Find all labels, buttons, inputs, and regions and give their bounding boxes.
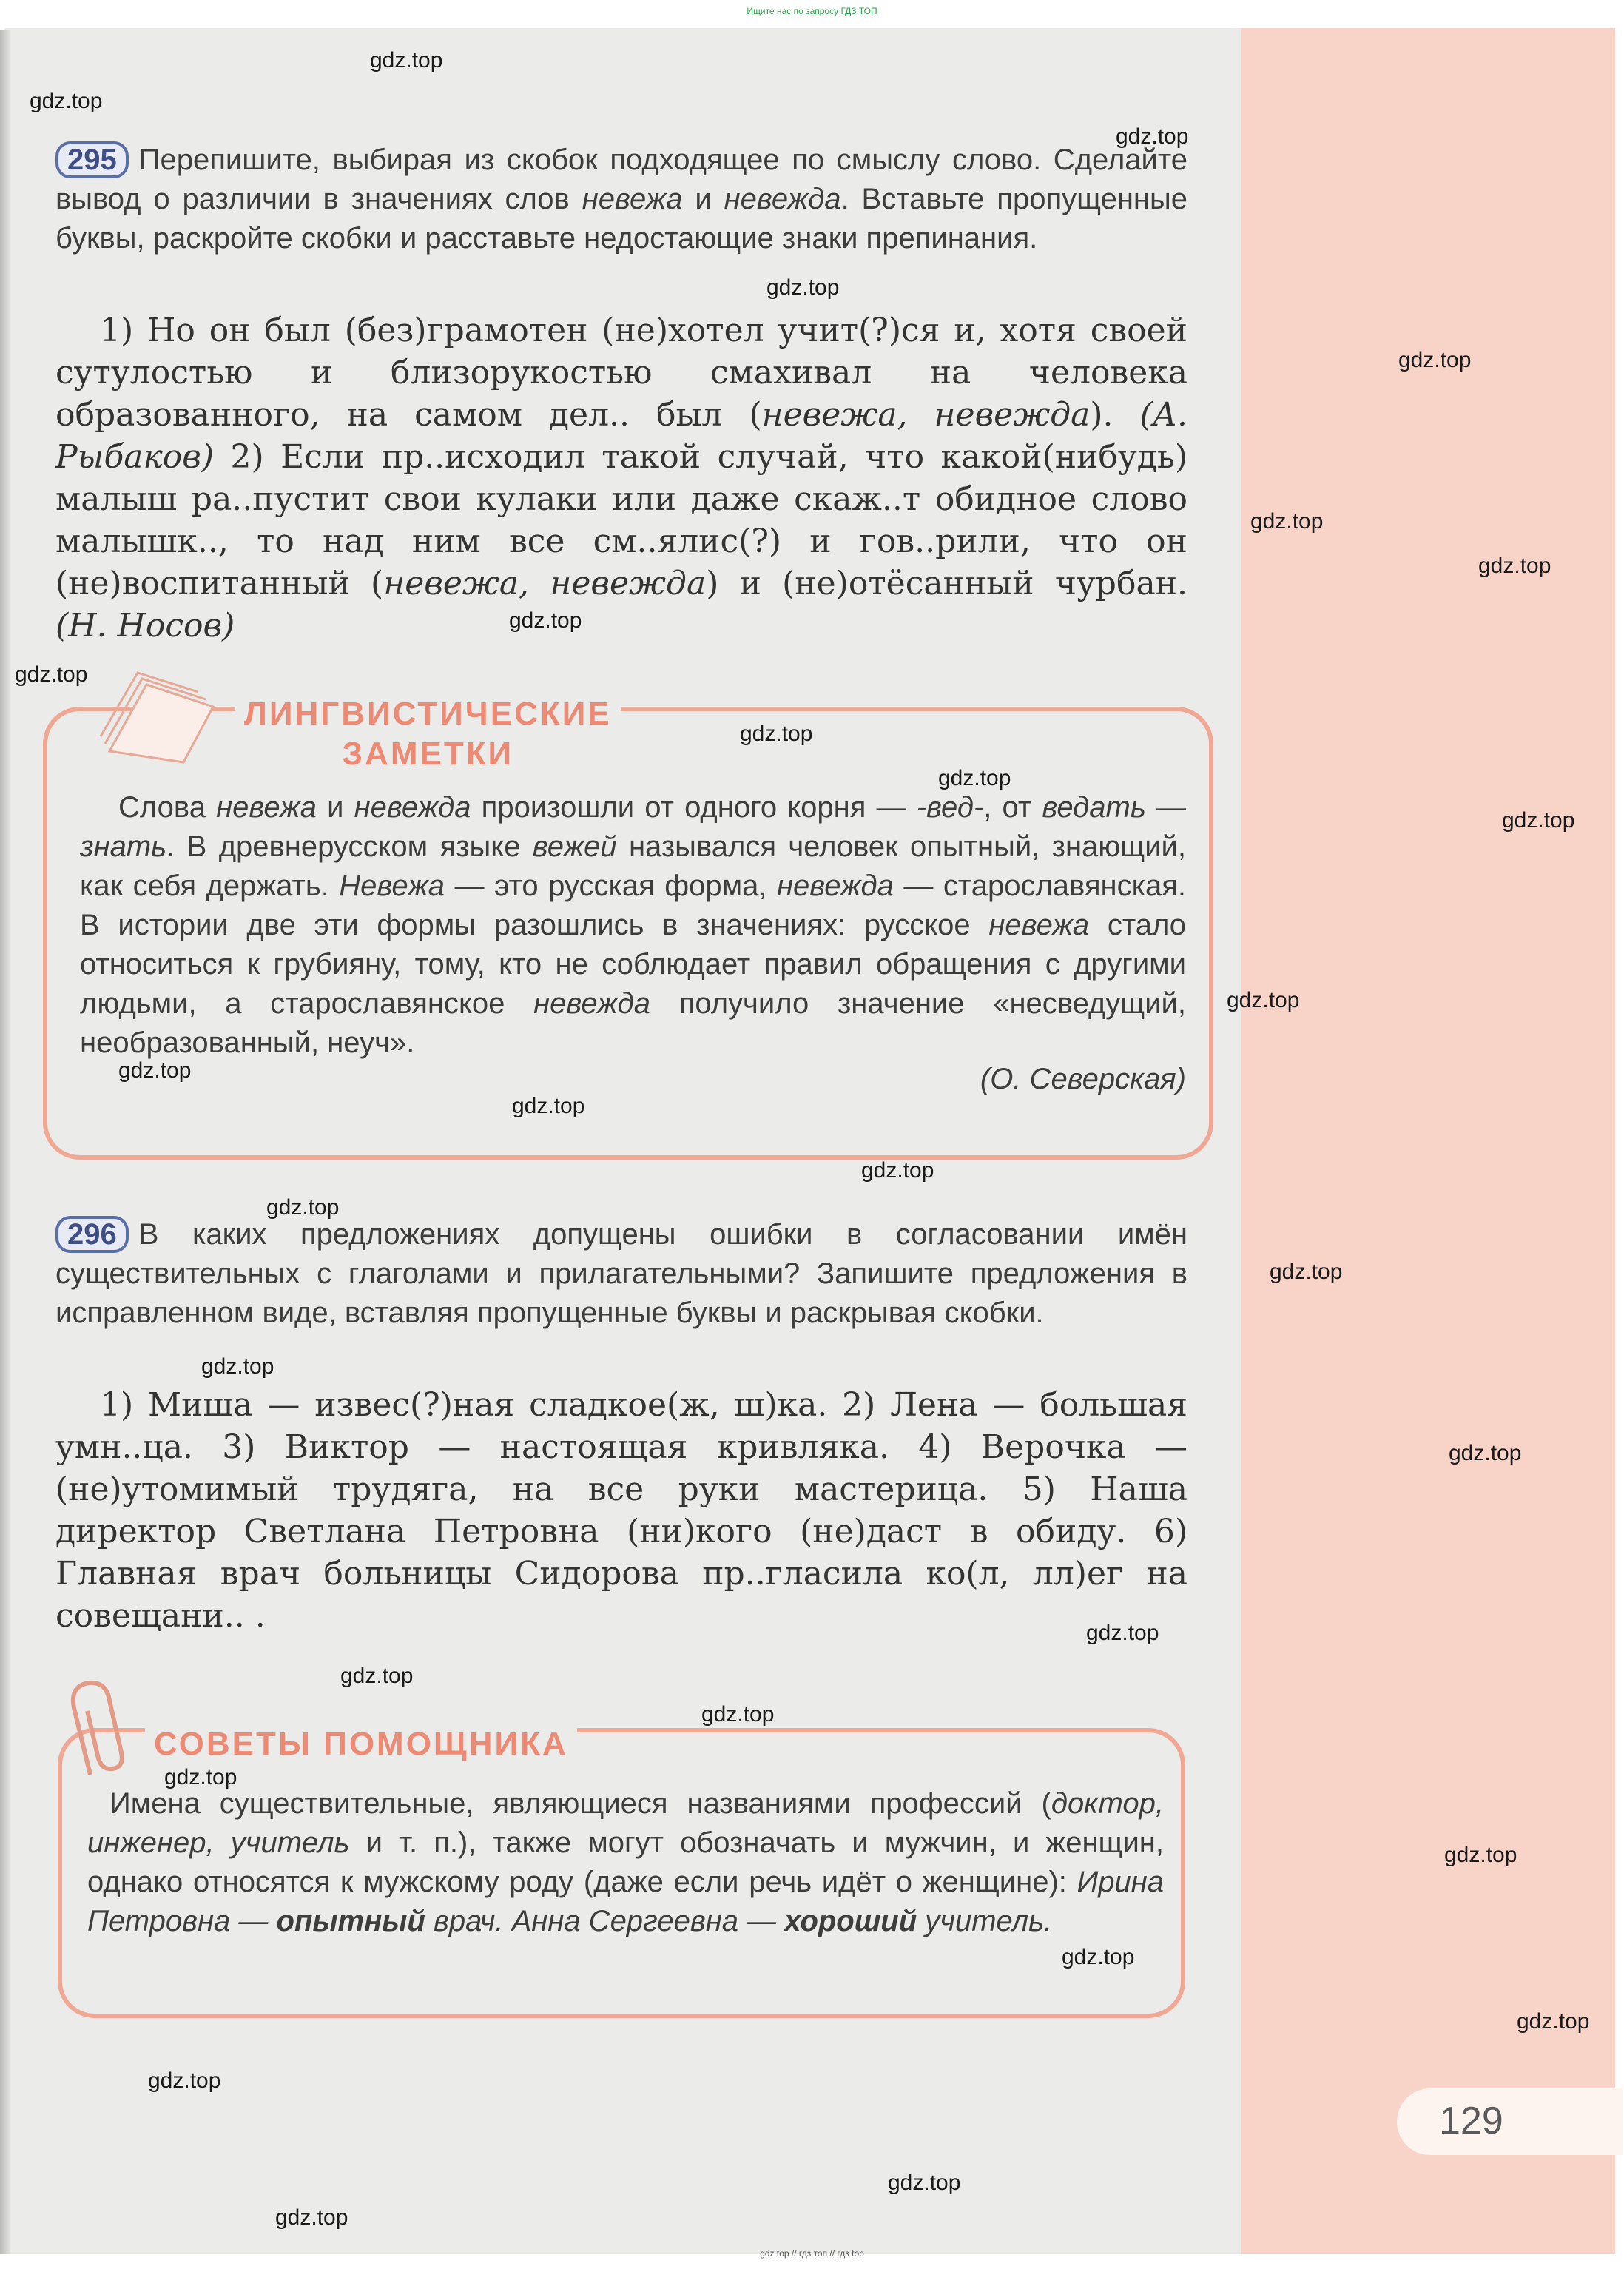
text-run: Слова <box>118 791 217 824</box>
watermark: gdz.top <box>1478 554 1551 578</box>
top-banner: Ищите нас по запросу ГДЗ ТОП <box>747 6 877 16</box>
book-spine-shadow <box>0 30 10 2254</box>
watermark: gdz.top <box>15 662 88 687</box>
text-run: . Вставьте пропущенные буквы, раскройте скобки и расставьте недостающие знаки препинания. <box>55 183 1188 255</box>
text-run: невежа <box>216 791 317 824</box>
watermark: gdz.top <box>340 1664 414 1688</box>
watermark: gdz.top <box>118 1058 192 1083</box>
text-run: (А. Рыбаков) <box>55 396 1188 476</box>
watermark: gdz.top <box>766 275 840 300</box>
exercise-296-instructions: В каких предложениях допущены ошибки в согласовании имён существительных с глаголами и прилагательными? Запишите предложения в исправленном виде, вставляя пропущенные буквы и раскрывая скобки. <box>55 1218 1187 1329</box>
text-run: — старославянская. В истории две эти формы разошлись в значениях: русское <box>80 870 1186 941</box>
watermark: gdz.top <box>164 1765 237 1789</box>
watermark: gdz.top <box>888 2171 961 2195</box>
text-run: доктор, инженер, учитель <box>87 1787 1164 1859</box>
watermark: gdz.top <box>1502 808 1575 833</box>
text-run: (Н. Носов) <box>55 607 235 645</box>
text-run: невежда <box>533 987 651 1020</box>
text-run: стало относиться к грубияну, тому, кто не соблюдает правил обращения с другими людьми, а старославянское <box>80 909 1187 1020</box>
watermark: gdz.top <box>30 89 103 113</box>
watermark: gdz.top <box>938 766 1011 790</box>
watermark: gdz.top <box>861 1158 934 1183</box>
exercise-295-text <box>55 309 1187 647</box>
watermark: gdz.top <box>1517 2009 1590 2034</box>
text-run: 2) Если пр..исходил такой случай, что какой(нибудь) малыш ра..пустит свои кулаки или даже скаж..т обидное слово малышк.., то над ним все см..ялис(?) и гов..рили, что он (не)воспитанный ( <box>55 438 1187 602</box>
linguistic-notes-text <box>80 788 1186 1063</box>
text-run: . В древнерусском языке <box>166 830 533 863</box>
text-run: Перепишите, выбирая из скобок подходящее по смыслу слово. Сделайте вывод о различии в значениях слов <box>55 144 1187 215</box>
text-run: невежа <box>988 909 1090 941</box>
watermark: gdz.top <box>148 2068 221 2093</box>
text-run: учитель. <box>917 1905 1053 1937</box>
text-run: Невежа <box>339 870 445 902</box>
watermark: gdz.top <box>1449 1441 1522 1465</box>
linguistic-notes-author: (О. Северская) <box>980 1063 1186 1095</box>
text-run: -вед- <box>916 791 984 824</box>
text-run: и <box>316 791 354 824</box>
text-run: невежа, невежда <box>383 565 707 602</box>
watermark: gdz.top <box>201 1354 274 1379</box>
watermark: gdz.top <box>275 2205 348 2230</box>
helper-tips-text <box>87 1784 1164 1941</box>
watermark: gdz.top <box>512 1094 585 1118</box>
exercise-296-number: 296 <box>55 1216 129 1253</box>
watermark: gdz.top <box>1398 348 1472 372</box>
text-run: Ирина Петровна — <box>87 1866 1164 1937</box>
watermark: gdz.top <box>1227 988 1300 1012</box>
exercise-296-task <box>55 1215 1187 1333</box>
watermark: gdz.top <box>740 722 813 746</box>
text-run: произошли от одного корня — <box>471 791 917 824</box>
watermark: gdz.top <box>1444 1843 1517 1867</box>
text-run: невежа <box>582 183 683 215</box>
text-run: хороший <box>784 1905 917 1937</box>
text-run: опытный <box>276 1905 425 1937</box>
text-run: невежда <box>354 791 471 824</box>
page-number: 129 <box>1439 2100 1503 2142</box>
watermark: gdz.top <box>1062 1945 1135 1969</box>
linguistic-notes-title <box>235 694 621 774</box>
text-run: врач. Анна Сергеевна — <box>425 1905 785 1937</box>
exercise-296-text: 1) Миша — извес(?)ная сладкое(ж, ш)ка. 2) Лена — большая умн..ца. 3) Виктор — настоящая кривляка. 4) Верочка — (не)утомимый трудяга, на все руки мастерица. 5) Наша директор Светлана Петровна (ни)кого (не)даст в обиду. 6) Главная врач больницы Сидорова пр..гласила ко(л, лл)ег на совещани.. . <box>55 1386 1187 1635</box>
text-run: ). <box>1090 396 1140 434</box>
page-number-tab <box>1397 2088 1623 2155</box>
watermark: gdz.top <box>1250 509 1324 534</box>
exercise-295-number: 295 <box>55 141 129 178</box>
text-run: — это русская форма, <box>445 870 777 902</box>
text-run: назывался человек опытный, знающий, как себя держать. <box>80 830 1186 902</box>
watermark: gdz.top <box>701 1702 775 1727</box>
notes-title-line1: ЛИНГВИСТИЧЕСКИЕ <box>244 696 612 732</box>
text-run: невежда <box>776 870 894 902</box>
text-run: Имена существительные, являющиеся названиями профессий ( <box>109 1787 1051 1820</box>
bottom-banner: gdz top // гдз топ // гдз top <box>760 2248 864 2259</box>
watermark: gdz.top <box>370 48 443 73</box>
watermark: gdz.top <box>1086 1621 1159 1645</box>
text-run: невежа, невежда <box>761 396 1091 434</box>
watermark: gdz.top <box>266 1195 340 1220</box>
text-run: 1) Но он был (без)грамотен (не)хотел учит(?)ся и, хотя своей сутулостью и близорукостью смахивал на человека образованного, на самом дел.. был ( <box>55 312 1187 434</box>
text-run: , от <box>983 791 1042 824</box>
text-run: и <box>682 183 724 215</box>
notes-title-line2: ЗАМЕТКИ <box>342 736 514 772</box>
watermark: gdz.top <box>509 608 582 633</box>
text-run: невежда <box>724 183 841 215</box>
text-run: и т. п.), также могут обозначать и мужчин, и женщин, однако относятся к мужскому роду (даже если речь идёт о женщине): <box>87 1826 1164 1898</box>
text-run: ) и (не)отёсанный чурбан. <box>706 565 1188 602</box>
watermark: gdz.top <box>1270 1260 1343 1284</box>
text-run: получило значение «несведущий, необразованный, неуч». <box>80 987 1186 1059</box>
exercise-295-task <box>55 141 1187 258</box>
exercise-295-instructions <box>55 144 1187 255</box>
notes-pages-icon <box>95 670 220 770</box>
text-run: ведать — знать <box>80 791 1186 863</box>
text-run: вежей <box>532 830 617 863</box>
helper-tips-title: СОВЕТЫ ПОМОЩНИКА <box>145 1724 577 1764</box>
paperclip-icon <box>68 1678 127 1786</box>
watermark: gdz.top <box>1116 124 1189 149</box>
